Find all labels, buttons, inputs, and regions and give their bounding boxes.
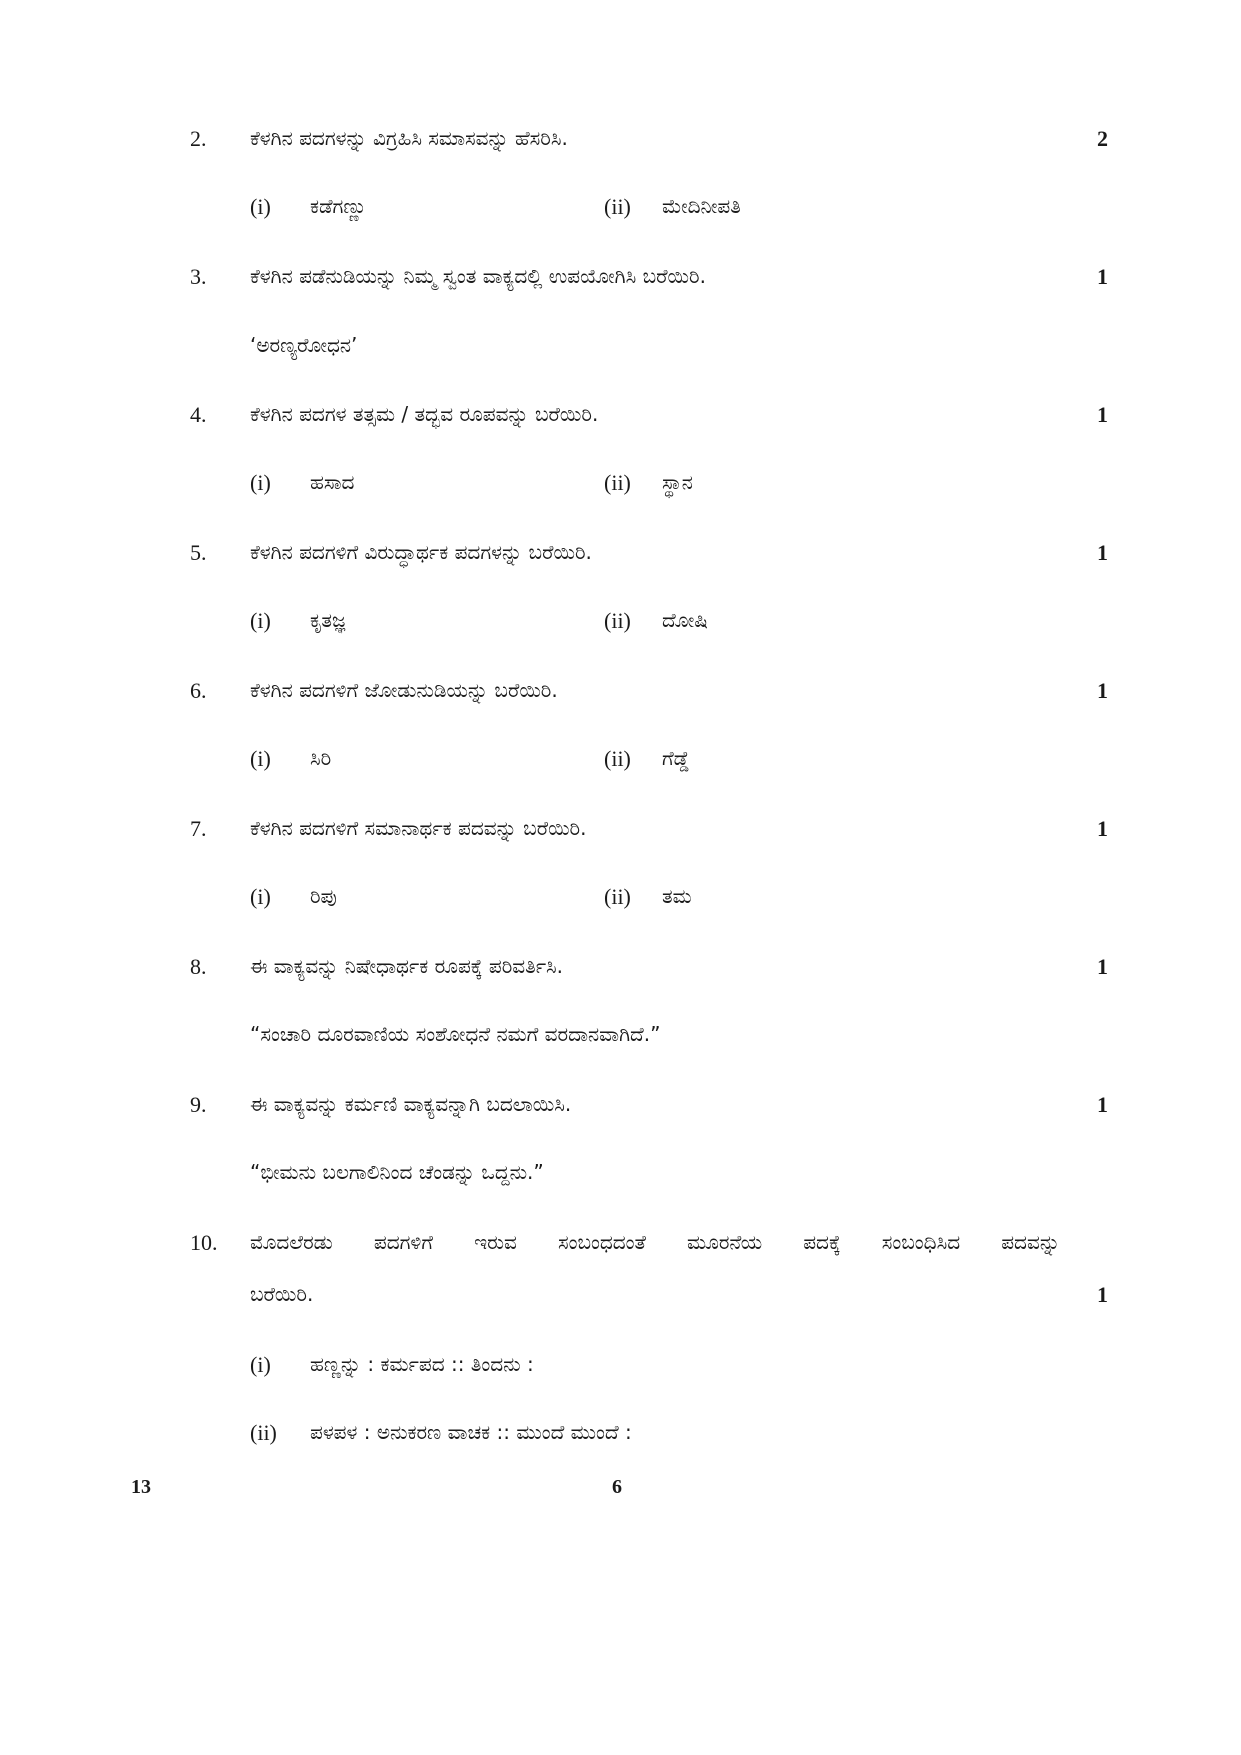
- question-marks: 1: [1097, 1092, 1108, 1117]
- option-text: ರಿಪು: [310, 884, 337, 908]
- question-marks: 2: [1097, 126, 1108, 151]
- option-label: (i): [250, 194, 271, 219]
- option-text: ಮೇದಿನೀಪತಿ: [662, 194, 741, 218]
- question-number: 2.: [190, 126, 207, 151]
- option-label: (i): [250, 608, 271, 633]
- question-text: ಕೆಳಗಿನ ಪದಗಳಿಗೆ ಸಮಾನಾರ್ಥಕ ಪದವನ್ನು ಬರೆಯಿರಿ.: [250, 816, 587, 840]
- option-label: (ii): [604, 470, 631, 495]
- option-label: (ii): [604, 746, 631, 771]
- question-number: 4.: [190, 402, 207, 427]
- option-text: ಪಳಪಳ : ಅನುಕರಣ ವಾಚಕ :: ಮುಂದೆ ಮುಂದೆ :: [310, 1420, 632, 1444]
- question-marks: 1: [1097, 540, 1108, 565]
- question-quote: ‘ಅರಣ್ಯರೋಧನ’: [250, 333, 358, 357]
- question-number: 3.: [190, 264, 207, 289]
- paper-code: 13: [131, 1476, 151, 1498]
- option-label: (i): [250, 884, 271, 909]
- question-number: 5.: [190, 540, 207, 565]
- option-text: ಹಸಾದ: [310, 470, 355, 494]
- option-text: ತಮ: [662, 884, 692, 908]
- question-number: 10.: [190, 1230, 218, 1255]
- option-text: ಸ್ಥಾನ: [662, 470, 693, 494]
- question-text: ಕೆಳಗಿನ ಪದಗಳಿಗೆ ವಿರುದ್ಧಾರ್ಥಕ ಪದಗಳನ್ನು ಬರೆಯಿರಿ.: [250, 540, 592, 564]
- option-label: (i): [250, 470, 271, 495]
- question-marks: 1: [1097, 1282, 1108, 1307]
- question-number: 8.: [190, 954, 207, 979]
- question-quote: “ಸಂಚಾರಿ ದೂರವಾಣಿಯ ಸಂಶೋಧನೆ ನಮಗೆ ವರದಾನವಾಗಿದೆ.”: [250, 1022, 661, 1046]
- option-label: (ii): [604, 194, 631, 219]
- question-text: ಕೆಳಗಿನ ಪದಗಳನ್ನು ವಿಗ್ರಹಿಸಿ ಸಮಾಸವನ್ನು ಹೆಸರಿಸಿ.: [250, 126, 568, 150]
- question-marks: 1: [1097, 954, 1108, 979]
- question-quote: “ಭೀಮನು ಬಲಗಾಲಿನಿಂದ ಚೆಂಡನ್ನು ಒದ್ದನು.”: [250, 1160, 544, 1184]
- option-label: (i): [250, 1352, 271, 1377]
- question-text: ಕೆಳಗಿನ ಪದಗಳಿಗೆ ಜೋಡುನುಡಿಯನ್ನು ಬರೆಯಿರಿ.: [250, 678, 558, 702]
- question-marks: 1: [1097, 678, 1108, 703]
- question-marks: 1: [1097, 816, 1108, 841]
- option-text: ಕಡೆಗಣ್ಣು: [310, 194, 367, 218]
- question-text: ಈ ವಾಕ್ಯವನ್ನು ಕರ್ಮಣಿ ವಾಕ್ಯವನ್ನಾಗಿ ಬದಲಾಯಿಸಿ.: [250, 1092, 572, 1116]
- option-text: ಹಣ್ಣನ್ನು : ಕರ್ಮಪದ :: ತಿಂದನು :: [310, 1352, 534, 1376]
- option-text: ಕೃತಜ್ಞ: [310, 608, 346, 632]
- option-text: ಗೆಡ್ಡೆ: [662, 746, 690, 770]
- page-number: 6: [612, 1476, 622, 1498]
- question-marks: 1: [1097, 264, 1108, 289]
- question-text: ಕೆಳಗಿನ ಪದಗಳ ತತ್ಸಮ / ತದ್ಭವ ರೂಪವನ್ನು ಬರೆಯಿರಿ.: [250, 402, 599, 426]
- question-marks: 1: [1097, 402, 1108, 427]
- option-text: ಸಿರಿ: [310, 746, 332, 770]
- question-number: 9.: [190, 1092, 207, 1117]
- question-number: 7.: [190, 816, 207, 841]
- question-text: ಕೆಳಗಿನ ಪಡೆನುಡಿಯನ್ನು ನಿಮ್ಮ ಸ್ವಂತ ವಾಕ್ಯದಲ್ಲಿ ಉಪಯೋಗಿಸಿ ಬರೆಯಿರಿ.: [250, 264, 706, 288]
- option-text: ದೋಷಿ: [662, 608, 708, 632]
- option-label: (ii): [604, 608, 631, 633]
- option-label: (i): [250, 746, 271, 771]
- question-text: ಈ ವಾಕ್ಯವನ್ನು ನಿಷೇಧಾರ್ಥಕ ರೂಪಕ್ಕೆ ಪರಿವರ್ತಿಸಿ.: [250, 954, 564, 978]
- question-number: 6.: [190, 678, 207, 703]
- question-text-line-1: ಮೊದಲೆರಡು ಪದಗಳಿಗೆ ಇರುವ ಸಂಬಂಧದಂತೆ ಮೂರನೆಯ ಪದಕ್ಕೆ ಸಂಬಂಧಿಸಿದ ಪದವನ್ನು: [250, 1230, 1060, 1254]
- option-label: (ii): [604, 884, 631, 909]
- option-label: (ii): [250, 1420, 277, 1445]
- question-text-line-2: ಬರೆಯಿರಿ.: [250, 1282, 314, 1306]
